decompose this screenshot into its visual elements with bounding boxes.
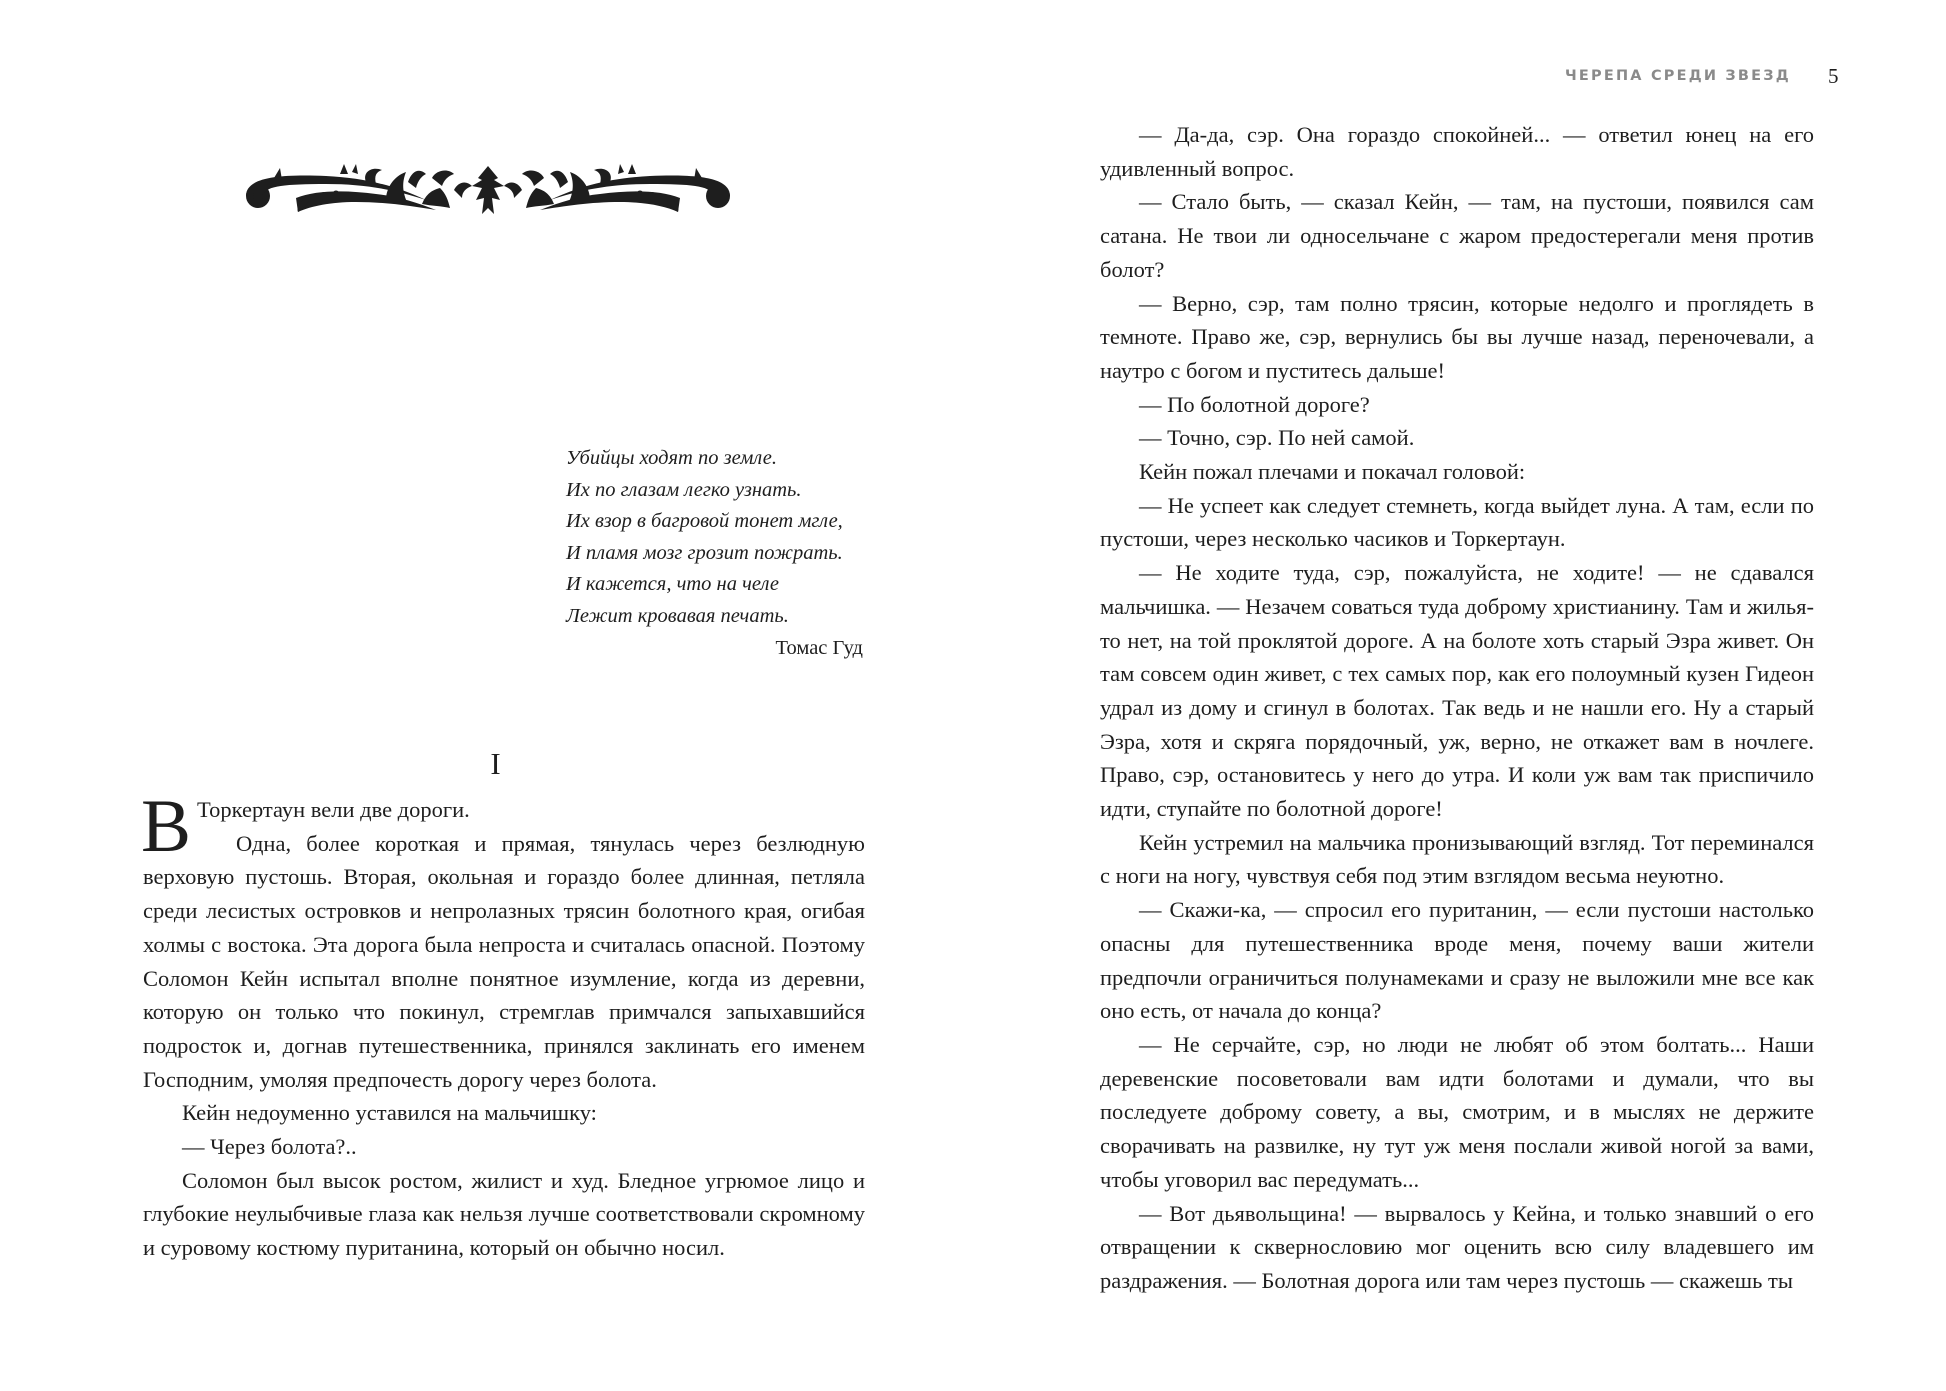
paragraph: — Стало быть, — сказал Кейн, — там, на пустоши, появился сам сатана. Не твои ли односельчане с жаром предостерегали меня против болот? [1100, 189, 1814, 282]
paragraph: — Да-да, сэр. Она гораздо спокойней... — ответил юнец на его удивленный вопрос. [1100, 122, 1814, 181]
epigraph [566, 443, 866, 664]
left-page-body [141, 785, 865, 1265]
paragraph: — Не ходите туда, сэр, пожалуйста, не ходите! — не сдавался мальчишка. — Незачем соваться туда доброму христианину. Там и жилья-то нет, на той проклятой дороге. А на болоте хоть старый Эзра живет. Он там совсем один живет, с тех самых пор, как его полоумный кузен Гидеон удрал из дому и сгинул в болотах. Так ведь и не нашли его. Ну а старый Эзра, хотя и скряга порядочный, уж, верно, не откажет вам в ночлеге. Право, сэр, остановитесь у него до утра. И коли уж вам так приспичило идти, ступайте по болотной дороге! [1100, 560, 1814, 822]
paragraph-text: Одна, более короткая и прямая, тянулась через безлюдную верховую пустошь. Вторая, окольная и гораздо более длинная, петляла среди лесистых островков и непролазных трясин болотного края, огибая холмы с востока. Эта дорога была непроста и считалась опасной. Поэтому Соломон Кейн испытал вполне понятное изумление, когда из деревни, которую он только что покинул, стремглав примчался запыхавшийся подросток и, догнав путешественника, принялся заклинать его именем Господним, умоляя предпочесть дорогу через болота. [143, 830, 865, 1092]
drop-cap: В [141, 785, 192, 868]
epigraph-author: Томас Гуд [775, 636, 863, 659]
running-head-title: ЧЕРЕПА СРЕДИ ЗВЕЗД [1565, 68, 1791, 84]
epigraph-line: Их взор в багровой тонет мгле, [566, 510, 843, 533]
paragraph: — Через болота?.. [182, 1134, 357, 1160]
paragraph: Кейн устремил на мальчика пронизывающий взгляд. Тот переминался с ноги на ногу, чувствуя себя под этим взглядом весьма неуютно. [1100, 829, 1814, 889]
epigraph-line: Лежит кровавая печать. [566, 604, 789, 627]
chapter-number: I [490, 746, 501, 781]
epigraph-line: И пламя мозг грозит пожрать. [566, 541, 843, 564]
epigraph-line: Убийцы ходят по земле. [566, 447, 777, 469]
paragraph: — Скажи-ка, — спросил его пуританин, — если пустоши настолько опасны для путешественника вроде меня, почему ваши жители предпочли ограничиться полунамеками и сразу не выложили мне все как оно есть, от начала до конца? [1100, 897, 1814, 1024]
paragraph: — Верно, сэр, там полно трясин, которые недолго и проглядеть в темноте. Право же, сэр, вернулись бы вы лучше назад, переночевали, а наутро с богом и пуститесь дальше! [1100, 290, 1814, 383]
paragraph: — По болотной дороге? [1139, 391, 1370, 417]
floral-ornament-icon [236, 160, 740, 222]
right-page-body [1100, 118, 1814, 1298]
epigraph-line: И кажется, что на челе [566, 573, 779, 596]
opening-line: Торкертаун вели две дороги. [197, 797, 470, 822]
right-page [973, 0, 1946, 1391]
paragraph [141, 785, 865, 1096]
paragraph: Кейн пожал плечами и покачал головой: [1139, 459, 1526, 485]
paragraph: — Точно, сэр. По ней самой. [1139, 425, 1415, 451]
paragraph: Соломон был высок ростом, жилист и худ. Бледное угрюмое лицо и глубокие неулыбчивые глаза как нельзя лучше соответствовали скромному и суровому костюму пуританина, который он обычно носил. [143, 1167, 865, 1261]
epigraph-line: Их по глазам легко узнать. [566, 478, 802, 501]
page-number: 5 [1828, 64, 1839, 88]
paragraph: Кейн недоуменно уставился на мальчишку: [182, 1100, 597, 1126]
paragraph: — Не серчайте, сэр, но люди не любят об этом болтать... Наши деревенские посоветовали вам идти болотами и думали, что вы последуете доброму совету, а вы, смотрим, и в мыслях не держите сворачивать на развилке, ну тут уж меня послали живой ногой за вами, чтобы уговорил вас передумать... [1100, 1031, 1814, 1192]
paragraph: — Вот дьявольщина! — вырвалось у Кейна, и только знавший о его отвращении к сквернословию мог оценить всю силу владевшего им раздражения. — Болотная дорога или там через пустошь — скажешь ты [1100, 1200, 1814, 1293]
paragraph: — Не успеет как следует стемнеть, когда выйдет луна. А там, если по пустоши, через несколько часиков и Торкертаун. [1100, 492, 1814, 552]
